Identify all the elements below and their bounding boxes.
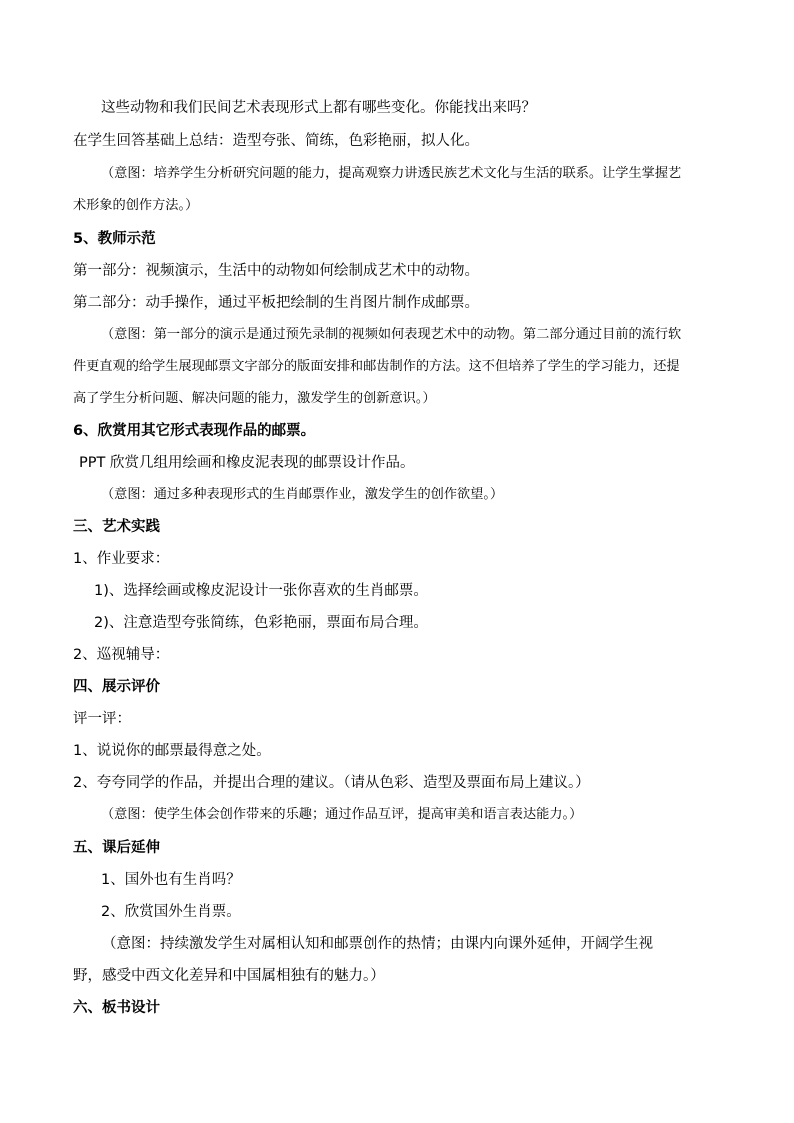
- section-heading: 5、教师示范: [73, 231, 156, 247]
- text-line: （意图：培养学生分析研究问题的能力，提高观察力讲透民族艺术文化与生活的联系。让学生掌握艺: [101, 166, 682, 181]
- text-line: 第一部分：视频演示，生活中的动物如何绘制成艺术中的动物。: [73, 263, 479, 279]
- text-line: 这些动物和我们民间艺术表现形式上都有哪些变化。你能找出来吗？: [101, 100, 536, 116]
- text-line: 2、巡视辅导：: [73, 647, 170, 663]
- text-line: 2)、注意造型夸张简练，色彩艳丽，票面布局合理。: [94, 615, 428, 631]
- text-line: 1、作业要求：: [73, 551, 170, 567]
- text-line: 术形象的创作方法。）: [73, 198, 199, 213]
- text-line: 第二部分：动手操作，通过平板把绘制的生肖图片制作成邮票。: [73, 295, 479, 311]
- section-heading: 三、艺术实践: [73, 519, 160, 535]
- section-heading: 6、欣赏用其它形式表现作品的邮票。: [73, 423, 316, 439]
- section-heading: 四、展示评价: [73, 679, 160, 695]
- text-line: 评一评：: [73, 711, 131, 727]
- text-line: （意图：通过多种表现形式的生肖邮票作业，激发学生的创作欲望。）: [101, 487, 504, 502]
- text-line: （意图：使学生体会创作带来的乐趣；通过作品互评，提高审美和语言表达能力。）: [101, 807, 583, 822]
- text-line: 件更直观的给学生展现邮票文字部分的版面安排和邮齿制作的方法。这不但培养了学生的学习能力，还提: [73, 359, 680, 374]
- section-heading: 六、板书设计: [73, 1000, 160, 1016]
- text-line: 1)、选择绘画或橡皮泥设计一张你喜欢的生肖邮票。: [94, 583, 428, 599]
- text-line: 高了学生分析问题、解决问题的能力，激发学生的创新意识。）: [73, 391, 436, 406]
- text-line: （意图：第一部分的演示是通过预先录制的视频如何表现艺术中的动物。第二部分通过目前的流行软: [101, 327, 682, 342]
- text-line: 2、夸夸同学的作品，并提出合理的建议。（请从色彩、造型及票面布局上建议。）: [73, 775, 590, 791]
- text-line: 野，感受中西文化差异和中国属相独有的魅力。）: [73, 968, 385, 984]
- section-heading: 五、课后延伸: [73, 840, 160, 856]
- text-line: （意图：持续激发学生对属相认知和邮票创作的热情；由课内向课外延伸，开阔学生视: [102, 936, 653, 952]
- text-line: 在学生回答基础上总结：造型夸张、简练，色彩艳丽，拟人化。: [73, 133, 479, 149]
- text-line: 1、说说你的邮票最得意之处。: [73, 743, 271, 759]
- text-line: 2、欣赏国外生肖票。: [101, 904, 241, 920]
- text-line: 1、国外也有生肖吗？: [101, 872, 241, 888]
- text-line: PPT 欣赏几组用绘画和橡皮泥表现的邮票设计作品。: [79, 455, 415, 471]
